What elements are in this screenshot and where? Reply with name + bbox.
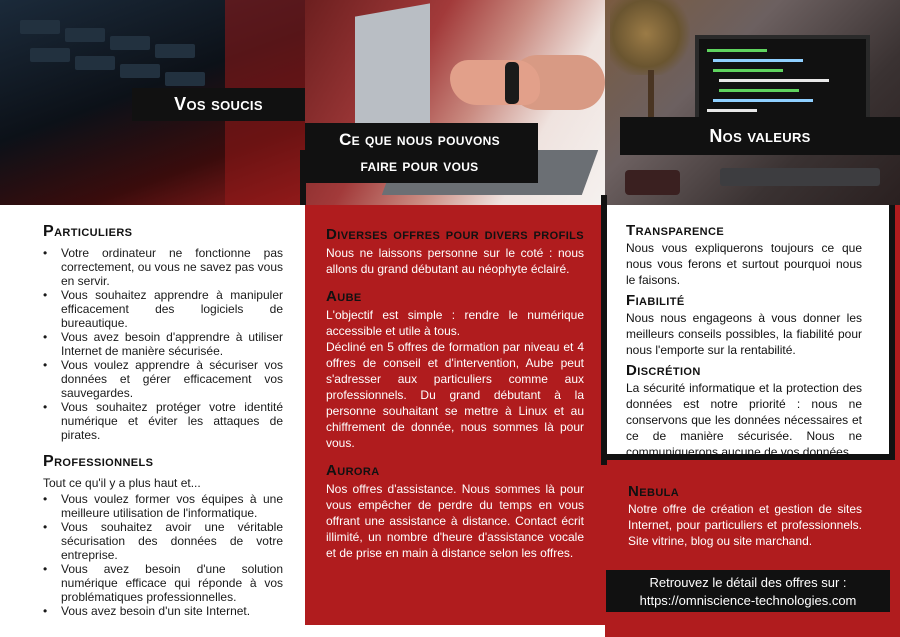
keyboard-key-shape	[110, 36, 150, 50]
transparence-heading: Transparence	[626, 222, 725, 239]
aurora-text: Nos offres d'assistance. Nous sommes là pour vous empêcher de perdre du temps en vous offrant une assistance à distance. Contact écrit illimité, un nombre d'heure d'assistance vocale et de prise en main à distance selon les offres.	[326, 482, 584, 560]
list-item: • Vous avez besoin d'un site Internet.	[43, 604, 283, 618]
list-item: • Vous souhaitez avoir une véritable sécurisation des données de votre entreprise.	[43, 520, 283, 562]
aube-heading: Aube	[326, 288, 362, 305]
professionnels-heading: Professionnels	[43, 453, 154, 470]
header-label: Vos soucis	[174, 94, 263, 114]
aube-text-2: Décliné en 5 offres de formation par niveau et 4 offres de conseil et d'intervention, Aube peut s'adresser aux particuliers comme aux professionnels. Du grand débutant à la personne souhaitant se mettre à Linux et au chiffrement de donnée, nous sommes là pour vous.	[326, 340, 584, 450]
header-label-line2: faire pour vous	[360, 156, 479, 175]
discretion-heading: Discrétion	[626, 362, 701, 379]
smartwatch-shape	[505, 62, 519, 104]
code-line	[719, 79, 829, 82]
nebula-text: Notre offre de création et gestion de sites Internet, pour particuliers et professionnels. Site vitrine, blog ou site marchand.	[628, 502, 862, 548]
code-line	[713, 69, 783, 72]
list-item: • Vous avez besoin d'apprendre à utiliser Internet de manière sécurisée.	[43, 330, 283, 358]
phone-shape	[625, 170, 680, 195]
keyboard-key-shape	[165, 72, 205, 86]
keyboard-key-shape	[120, 64, 160, 78]
header-ce-que-nous-pouvons	[305, 123, 538, 183]
hand-shape	[450, 60, 540, 105]
particuliers-heading: Particuliers	[43, 223, 133, 240]
nebula-heading: Nebula	[628, 483, 680, 500]
list-item: • Votre ordinateur ne fonctionne pas correctement, ou vous ne savez pas vous en servir.	[43, 246, 283, 288]
header-nos-valeurs	[620, 117, 900, 155]
header-vos-soucis	[132, 88, 305, 121]
valeurs-column	[626, 222, 862, 460]
divider-line	[601, 195, 607, 465]
aurora-heading: Aurora	[326, 462, 380, 479]
header-label-line1: Ce que nous pouvons	[339, 130, 500, 149]
bottom-strip	[305, 625, 605, 637]
code-line	[707, 109, 757, 112]
transparence-text: Nous vous expliquerons toujours ce que nous vous ferons et surtout pourquoi nous le faisons.	[626, 241, 862, 287]
list-item: • Vous avez besoin d'une solution numérique efficace qui réponde à vos problématiques professionnelles.	[43, 562, 283, 604]
desk-keyboard-shape	[720, 168, 880, 186]
discretion-text: La sécurité informatique et la protection des données est notre priorité : nous ne conservons que les données nécessaires et ce de manière sécurisée. Nous ne communiquerons aucune de vos données.	[626, 381, 862, 459]
aube-text-1: L'objectif est simple : rendre le numérique accessible et utile à tous.	[326, 308, 584, 338]
code-line	[713, 59, 803, 62]
list-item: • Vous voulez former vos équipes à une meilleure utilisation de l'informatique.	[43, 492, 283, 520]
keyboard-key-shape	[20, 20, 60, 34]
list-item: • Vous voulez apprendre à sécuriser vos données et gérer efficacement vos sauvegardes.	[43, 358, 283, 400]
fiabilite-heading: Fiabilité	[626, 292, 685, 309]
keyboard-key-shape	[30, 48, 70, 62]
professionnels-intro: Tout ce qu'il y a plus haut et...	[43, 476, 201, 490]
keyboard-key-shape	[75, 56, 115, 70]
list-item: • Vous souhaitez apprendre à manipuler efficacement des logiciels de bureautique.	[43, 288, 283, 330]
particuliers-list	[43, 246, 283, 442]
website-callout	[606, 570, 890, 612]
code-line	[713, 99, 813, 102]
callout-text: Retrouvez le détail des offres sur :	[649, 575, 847, 590]
professionnels-list	[43, 492, 283, 618]
keyboard-key-shape	[65, 28, 105, 42]
keyboard-key-shape	[155, 44, 195, 58]
code-line	[707, 49, 767, 52]
plant-shape	[610, 0, 690, 75]
code-line	[719, 89, 799, 92]
nebula-section	[628, 483, 862, 549]
soucis-column	[43, 222, 283, 618]
diverses-offres-text: Nous ne laissons personne sur le coté : nous allons du grand débutant au néophyte éclairé.	[326, 246, 584, 276]
header-label: Nos valeurs	[709, 125, 811, 146]
website-link[interactable]: https://omniscience-technologies.com	[639, 593, 857, 608]
list-item: • Vous souhaitez protéger votre identité numérique et éviter les attaques de pirates.	[43, 400, 283, 442]
fiabilite-text: Nous nous engageons à vous donner les meilleurs conseils possibles, la fiabilité pour nous l'emporte sur la rentabilité.	[626, 311, 862, 357]
diverses-offres-heading: Diverses offres pour divers profils	[326, 226, 584, 243]
offres-column	[326, 225, 584, 561]
